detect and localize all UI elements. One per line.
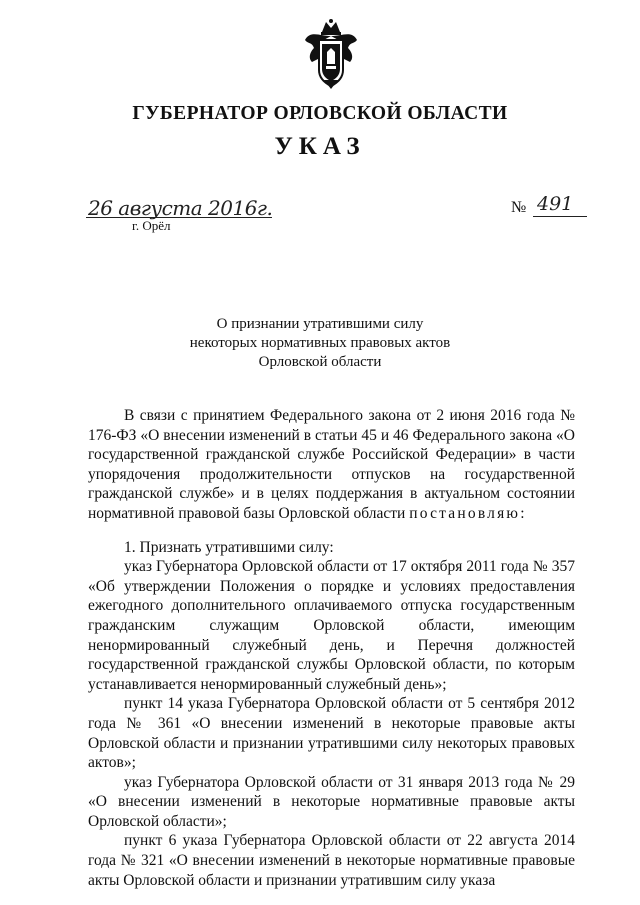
number-label: № xyxy=(511,199,527,216)
document-date: 26 августа 2016г. xyxy=(88,196,273,220)
list-item: пункт 14 указа Губернатора Орловской области от 5 сентября 2012 года № 361 «О внесении изменений в некоторые правовые акты Орловской области и признании утратившими силу некоторых правовых актов»; xyxy=(88,695,575,772)
number-underline xyxy=(533,216,587,217)
list-item: указ Губернатора Орловской области от 17 октября 2011 года № 357 «Об утверждении Положения о порядке и условиях предоставления ежегодного дополнительного оплачиваемого отпуска государственным гражданским служащим Орловской области, имеющим ненормированный служебный день, и Перечня должностей государственной гражданской службы Орловской области, по которым устанавливается ненормированный служебный день»; xyxy=(88,558,575,693)
list-item: пункт 6 указа Губернатора Орловской области от 22 августа 2014 года № 321 «О внесении изменений в некоторые нормативные правовые акты Орловской области и признании утратившим силу указа xyxy=(88,832,575,889)
date-underline xyxy=(86,217,272,218)
issuing-authority: ГУБЕРНАТОР ОРЛОВСКОЙ ОБЛАСТИ xyxy=(132,103,508,124)
document-title xyxy=(0,315,640,372)
issue-city: г. Орёл xyxy=(132,218,171,233)
title-line: некоторых нормативных правовых актов xyxy=(189,335,451,351)
document-number: 491 xyxy=(537,193,574,215)
item-1-intro: 1. Признать утратившими силу: xyxy=(124,538,334,556)
title-line: Орловской области xyxy=(258,354,382,370)
title-line: О признании утратившими силу xyxy=(216,316,424,332)
document-body xyxy=(88,406,575,890)
list-item: указ Губернатора Орловской области от 31 января 2013 года № 29 «О внесении изменений в некоторые нормативные правовые акты Орловской области»; xyxy=(88,773,575,830)
preamble-paragraph xyxy=(88,406,575,524)
document-type: УКАЗ xyxy=(274,133,366,160)
preamble-text: В связи с принятием Федерального закона от 2 июня 2016 года № 176-ФЗ «О внесении изменений в статьи 45 и 46 Федерального закона «О государственной гражданской службе Российской Федерации» в части упорядочения продолжительности отпусков на государственной гражданской службе» и в целях поддержания в актуальном состоянии нормативной правовой базы Орловской области xyxy=(88,407,575,522)
coat-of-arms-icon xyxy=(302,18,360,90)
decree-word: постановляю: xyxy=(409,504,527,522)
